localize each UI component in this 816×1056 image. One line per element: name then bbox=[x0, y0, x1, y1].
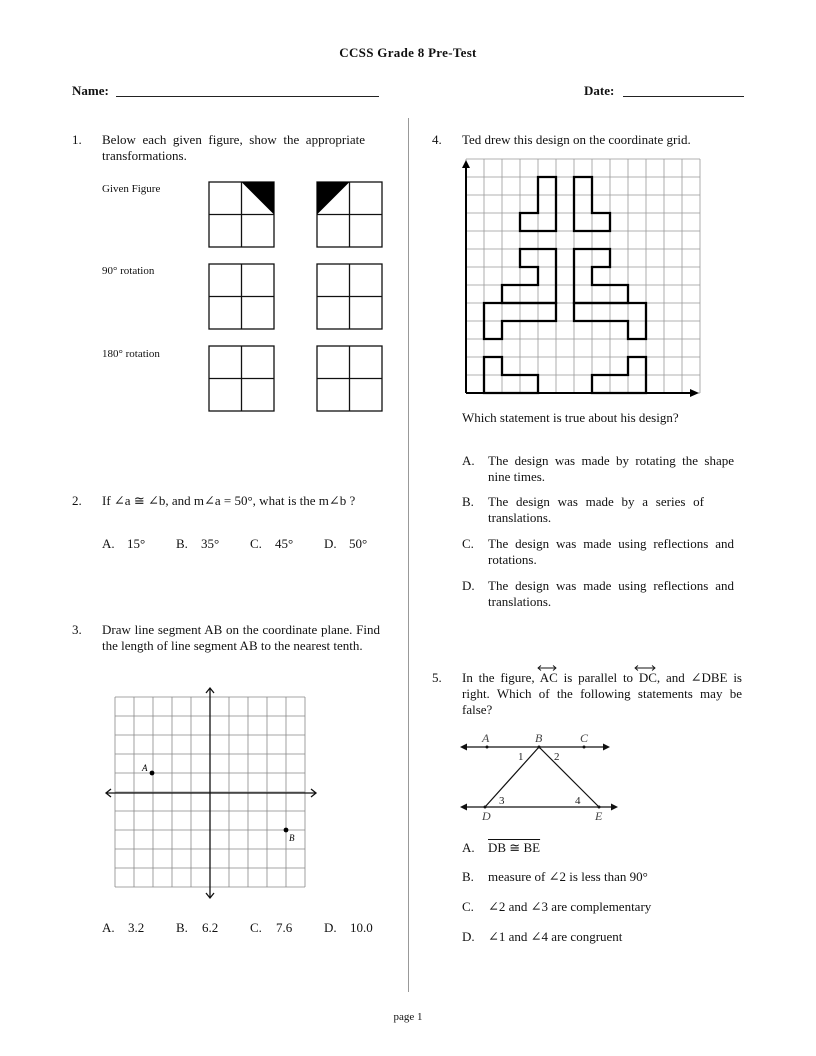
q1-row-label-180: 180° rotation bbox=[102, 348, 160, 360]
label-c: C bbox=[580, 731, 589, 745]
q2-text: If ∠a ≅ ∠b, and m∠a = 50°, what is the m∠b ? bbox=[102, 493, 356, 508]
point-b-label: B bbox=[289, 833, 295, 843]
q1-row-label-given: Given Figure bbox=[102, 183, 161, 195]
angle-4-label: 4 bbox=[575, 795, 581, 807]
design-y-arrow bbox=[462, 160, 470, 168]
q5-choice-c-letter[interactable]: C. bbox=[462, 899, 474, 914]
column-divider bbox=[408, 118, 409, 992]
q1-row-label-90: 90° rotation bbox=[102, 265, 155, 277]
q4-choice-a-text[interactable]: The design was made by rotating the shape nine times. bbox=[488, 453, 734, 484]
arrow-left-bottom bbox=[460, 804, 467, 811]
label-a: A bbox=[482, 731, 490, 745]
angle-1-label: 1 bbox=[518, 751, 524, 763]
q2-choice-c-text[interactable]: 45° bbox=[275, 536, 294, 551]
name-label: Name: bbox=[72, 83, 109, 98]
q3-text: Draw line segment AB on the coordinate plane. Find the length of line segment AB to the nearest tenth. bbox=[102, 622, 380, 653]
design-shape-middle-left bbox=[502, 249, 556, 303]
q5-choice-d-text[interactable]: ∠1 and ∠4 are congruent bbox=[488, 929, 623, 944]
q5-choice-b-letter[interactable]: B. bbox=[462, 869, 474, 884]
label-e: E bbox=[595, 809, 603, 823]
q3-choice-c-letter[interactable]: C. bbox=[250, 920, 262, 935]
line-ac-symbol bbox=[536, 664, 558, 672]
q2-choice-d-text[interactable]: 50° bbox=[349, 536, 368, 551]
q3-choice-a-text[interactable]: 3.2 bbox=[128, 920, 145, 935]
angle-3-label: 3 bbox=[499, 795, 505, 807]
date-label: Date: bbox=[584, 83, 615, 98]
q2-choice-a-letter[interactable]: A. bbox=[102, 536, 115, 551]
page-title: CCSS Grade 8 Pre-Test bbox=[339, 45, 477, 60]
arrow-right-bottom bbox=[611, 804, 618, 811]
q5-choice-b-text[interactable]: measure of ∠2 is less than 90° bbox=[488, 869, 648, 884]
design-x-arrow bbox=[690, 389, 699, 397]
q2-number: 2. bbox=[72, 493, 82, 508]
q3-choice-c-text[interactable]: 7.6 bbox=[276, 920, 293, 935]
q3-coordinate-plane[interactable] bbox=[100, 684, 324, 902]
q1-number: 1. bbox=[72, 132, 82, 147]
q4-design-grid bbox=[456, 156, 706, 400]
q1-transformation-grids bbox=[200, 175, 390, 420]
q3-choice-b-letter[interactable]: B. bbox=[176, 920, 188, 935]
q5-choice-a-letter[interactable]: A. bbox=[462, 840, 475, 855]
q4-choice-c-text[interactable]: The design was made using reflections and rotations. bbox=[488, 536, 734, 567]
point-a-label: A bbox=[142, 763, 148, 773]
q5-text: In the figure, AC is parallel to DC, and ∠DBE is right. Which of the following statements may be false? bbox=[462, 670, 742, 717]
name-field[interactable] bbox=[116, 96, 379, 97]
angle-2-label: 2 bbox=[554, 751, 560, 763]
arrow-left-top bbox=[460, 744, 467, 751]
q2-choice-b-letter[interactable]: B. bbox=[176, 536, 188, 551]
segment-bd bbox=[485, 747, 539, 807]
q1-text: Below each given figure, show the appropriate transformations. bbox=[102, 132, 365, 163]
q5-number: 5. bbox=[432, 670, 442, 685]
q3-choice-d-letter[interactable]: D. bbox=[324, 920, 337, 935]
q5-parallel-lines-figure bbox=[456, 728, 626, 824]
q2-choice-c-letter[interactable]: C. bbox=[250, 536, 262, 551]
q3-choice-d-text[interactable]: 10.0 bbox=[350, 920, 373, 935]
point-b bbox=[284, 828, 289, 833]
q3-choice-a-letter[interactable]: A. bbox=[102, 920, 115, 935]
segment-be bbox=[539, 747, 599, 807]
given-triangle-1 bbox=[242, 182, 275, 215]
q5-choice-d-letter[interactable]: D. bbox=[462, 929, 475, 944]
q4-choice-b-letter[interactable]: B. bbox=[462, 494, 474, 509]
q2-choice-a-text[interactable]: 15° bbox=[127, 536, 146, 551]
date-field[interactable] bbox=[623, 96, 744, 97]
point-a bbox=[150, 771, 155, 776]
q5-choice-c-text[interactable]: ∠2 and ∠3 are complementary bbox=[488, 899, 652, 914]
q4-number: 4. bbox=[432, 132, 442, 147]
design-shape-middle-right bbox=[574, 249, 628, 303]
q4-choice-d-letter[interactable]: D. bbox=[462, 578, 475, 593]
q4-question: Which statement is true about his design? bbox=[462, 410, 679, 425]
label-d: D bbox=[482, 809, 491, 823]
q2-choice-b-text[interactable]: 35° bbox=[201, 536, 220, 551]
line-dc-symbol bbox=[633, 664, 657, 672]
q4-choice-b-text[interactable]: The design was made by a series of translations. bbox=[488, 494, 704, 525]
q3-number: 3. bbox=[72, 622, 82, 637]
q4-choice-d-text[interactable]: The design was made using reflections and translations. bbox=[488, 578, 734, 609]
q4-text: Ted drew this design on the coordinate grid. bbox=[462, 132, 691, 147]
q5-choice-a-text[interactable]: DB ≅ BE bbox=[488, 840, 541, 855]
arrow-right-top bbox=[603, 744, 610, 751]
page-number: page 1 bbox=[393, 1011, 423, 1023]
q4-choice-a-letter[interactable]: A. bbox=[462, 453, 475, 468]
q4-choice-c-letter[interactable]: C. bbox=[462, 536, 474, 551]
q2-choice-d-letter[interactable]: D. bbox=[324, 536, 337, 551]
given-triangle-2 bbox=[317, 182, 350, 215]
q3-choice-b-text[interactable]: 6.2 bbox=[202, 920, 219, 935]
label-b: B bbox=[535, 731, 543, 745]
